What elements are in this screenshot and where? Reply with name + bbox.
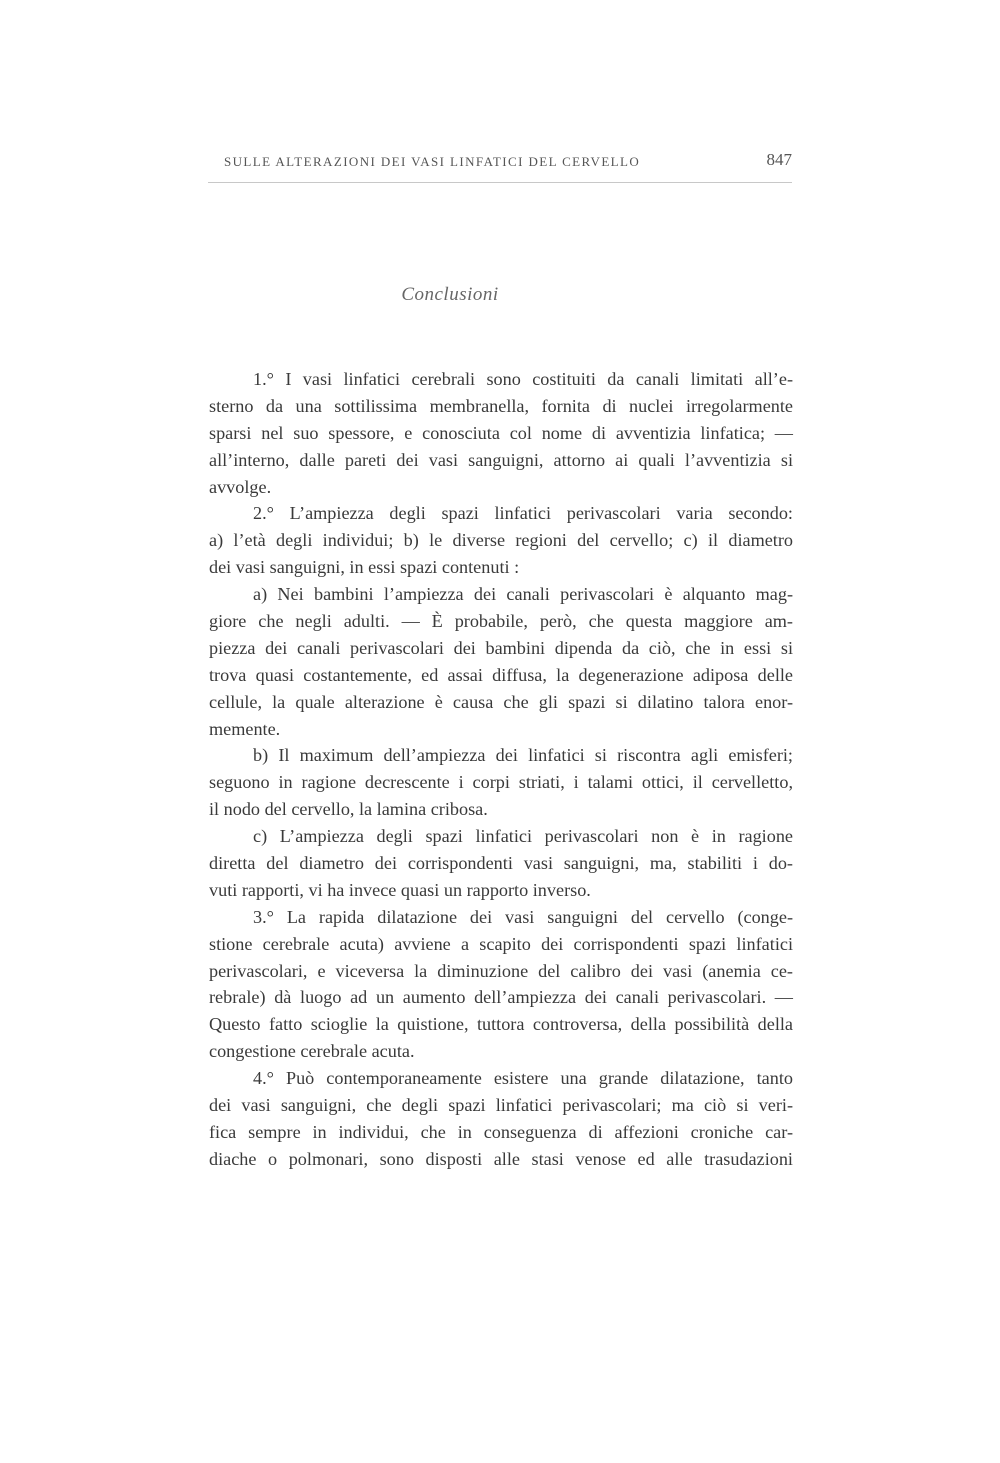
body-text	[209, 366, 793, 1173]
text-line: seguono in ragione decrescente i corpi striati, i talami ottici, il cervelletto,	[209, 772, 793, 793]
text-line: il nodo del cervello, la lamina cribosa.	[209, 799, 488, 820]
text-line: 4.° Può contemporaneamente esistere una grande dilatazione, tanto	[253, 1068, 793, 1089]
running-title: SULLE ALTERAZIONI DEI VASI LINFATICI DEL CERVELLO	[224, 154, 641, 169]
text-line: stione cerebrale acuta) avviene a scapito dei corrispondenti spazi linfatici	[209, 933, 793, 954]
text-line: vuti rapporti, vi ha invece quasi un rapporto inverso.	[209, 879, 591, 900]
text-line: dei vasi sanguigni, che degli spazi linfatici perivascolari; ma ciò si veri-	[209, 1095, 793, 1116]
section-title: Conclusioni	[401, 284, 499, 305]
text-line: 3.° La rapida dilatazione dei vasi sanguigni del cervello (conge-	[253, 906, 793, 927]
text-line: all’interno, dalle pareti dei vasi sanguigni, attorno ai quali l’avventizia si	[209, 449, 793, 470]
text-line: 1.° I vasi linfatici cerebrali sono costituiti da canali limitati all’e-	[253, 369, 793, 389]
running-head	[208, 150, 792, 186]
text-line: 2.° L’ampiezza degli spazi linfatici perivascolari varia secondo:	[253, 503, 793, 524]
text-line: c) L’ampiezza degli spazi linfatici perivascolari non è in ragione	[253, 826, 793, 847]
text-line: a) l’età degli individui; b) le diverse regioni del cervello; c) il diametro	[209, 530, 793, 551]
text-line: perivascolari, e viceversa la diminuzione del calibro dei vasi (anemia ce-	[209, 960, 793, 981]
text-line: trova quasi costantemente, ed assai diffusa, la degenerazione adiposa delle	[209, 664, 793, 685]
text-line: a) Nei bambini l’ampiezza dei canali perivascolari è alquanto mag-	[253, 584, 793, 605]
text-line: cellule, la quale alterazione è causa che gli spazi si dilatino talora enor-	[209, 691, 793, 712]
text-line: piezza dei canali perivascolari dei bambini dipenda da ciò, che in essi si	[209, 637, 793, 658]
text-line: memente.	[209, 718, 281, 739]
text-line: giore che negli adulti. — È probabile, però, che questa maggiore am-	[209, 611, 793, 632]
text-line: diretta del diametro dei corrispondenti vasi sanguigni, ma, stabiliti i do-	[209, 853, 793, 874]
text-line: congestione cerebrale acuta.	[209, 1041, 415, 1062]
text-line: fica sempre in individui, che in conseguenza di affezioni croniche car-	[209, 1121, 793, 1142]
header-rule	[208, 182, 792, 183]
text-line: sparsi nel suo spessore, e conosciuta col nome di avventizia linfatica; —	[209, 422, 793, 443]
page-number: 847	[766, 150, 792, 169]
text-line: Questo fatto scioglie la quistione, tuttora controversa, della possibilità della	[209, 1014, 793, 1035]
text-line: sterno da una sottilissima membranella, fornita di nuclei irregolarmente	[209, 395, 793, 416]
text-line: dei vasi sanguigni, in essi spazi contenuti :	[209, 557, 520, 578]
text-line: diache o polmonari, sono disposti alle stasi venose ed alle trasudazioni	[209, 1148, 793, 1169]
text-line: b) Il maximum dell’ampiezza dei linfatici si riscontra agli emisferi;	[253, 745, 793, 766]
text-line: avvolge.	[209, 476, 272, 497]
text-line: rebrale) dà luogo ad un aumento dell’ampiezza dei canali perivascolari. —	[209, 987, 793, 1008]
